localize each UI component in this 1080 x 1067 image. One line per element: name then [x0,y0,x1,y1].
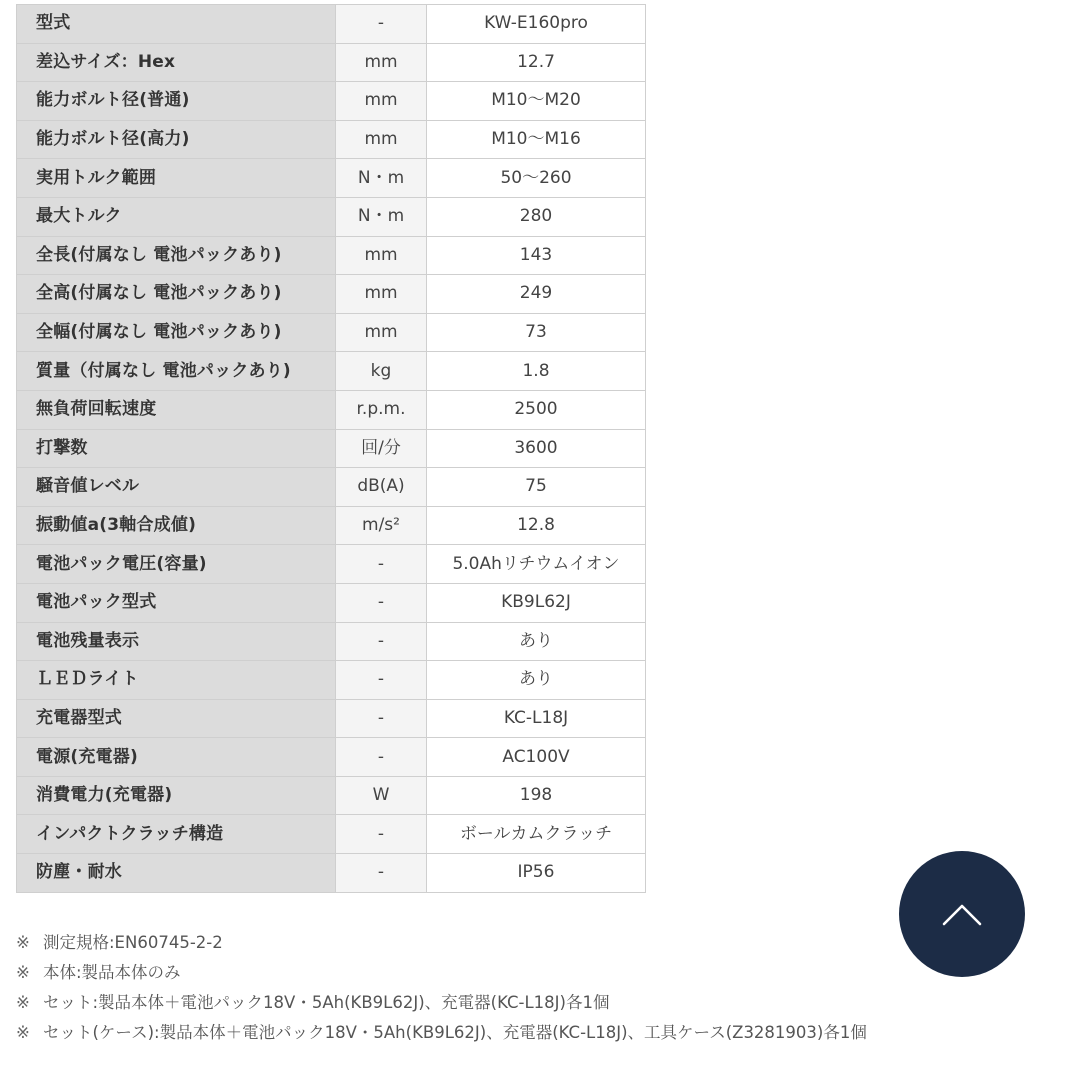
spec-row [17,583,646,622]
note-text: 本体:製品本体のみ [43,963,181,982]
spec-name-cell: 全幅(付属なし 電池パックあり) [17,313,336,352]
spec-unit-cell: dB(A) [336,468,427,507]
spec-row [17,622,646,661]
spec-value-cell: 75 [427,468,646,507]
spec-value-cell: 3600 [427,429,646,468]
spec-name-cell: ＬＥＤライト [17,661,336,700]
spec-value-cell: M10〜M16 [427,120,646,159]
note-text: 測定規格:EN60745-2-2 [43,933,223,952]
spec-row [17,776,646,815]
spec-name-cell: 防塵・耐水 [17,854,336,893]
spec-name-cell: 差込サイズ：Hex [17,43,336,82]
spec-row [17,5,646,44]
spec-name-cell: インパクトクラッチ構造 [17,815,336,854]
note-text: セット(ケース):製品本体＋電池パック18V・5Ah(KB9L62J)、充電器(KC-L18J)、工具ケース(Z3281903)各1個 [43,1023,867,1042]
spec-row [17,275,646,314]
spec-name-cell: 電源(充電器) [17,738,336,777]
spec-name-cell: 無負荷回転速度 [17,390,336,429]
spec-value-cell: 249 [427,275,646,314]
spec-row [17,390,646,429]
spec-table [16,4,646,893]
spec-name-cell: 能力ボルト径(普通) [17,82,336,121]
spec-value-cell: 1.8 [427,352,646,391]
spec-value-cell: あり [427,622,646,661]
spec-row [17,352,646,391]
spec-row [17,545,646,584]
spec-name-cell: 電池パック型式 [17,583,336,622]
spec-unit-cell: r.p.m. [336,390,427,429]
note-mark: ※ [16,933,30,952]
spec-row [17,468,646,507]
spec-value-cell: M10〜M20 [427,82,646,121]
spec-name-cell: 能力ボルト径(高力) [17,120,336,159]
spec-unit-cell: mm [336,313,427,352]
spec-unit-cell: W [336,776,427,815]
spec-name-cell: 実用トルク範囲 [17,159,336,198]
back-to-top-button[interactable] [899,851,1025,977]
spec-row [17,43,646,82]
note-mark: ※ [16,1023,30,1042]
spec-row [17,854,646,893]
note-item [16,1018,867,1048]
spec-name-cell: 打撃数 [17,429,336,468]
spec-unit-cell: - [336,699,427,738]
notes-list [16,928,867,1048]
spec-unit-cell: N・m [336,159,427,198]
spec-value-cell: 5.0Ahリチウムイオン [427,545,646,584]
spec-row [17,82,646,121]
spec-row [17,159,646,198]
spec-name-cell: 型式 [17,5,336,44]
spec-unit-cell: - [336,583,427,622]
spec-row [17,313,646,352]
spec-row [17,236,646,275]
note-mark: ※ [16,963,30,982]
spec-row [17,197,646,236]
spec-value-cell: AC100V [427,738,646,777]
spec-value-cell: IP56 [427,854,646,893]
spec-name-cell: 騒音値レベル [17,468,336,507]
spec-unit-cell: mm [336,236,427,275]
spec-unit-cell: mm [336,43,427,82]
spec-name-cell: 電池パック電圧(容量) [17,545,336,584]
spec-row [17,429,646,468]
spec-name-cell: 消費電力(充電器) [17,776,336,815]
spec-name-cell: 充電器型式 [17,699,336,738]
spec-unit-cell: N・m [336,197,427,236]
spec-value-cell: あり [427,661,646,700]
spec-value-cell: KB9L62J [427,583,646,622]
chevron-up-icon [899,851,1025,977]
spec-value-cell: ボールカムクラッチ [427,815,646,854]
spec-name-cell: 全高(付属なし 電池パックあり) [17,275,336,314]
spec-unit-cell: mm [336,275,427,314]
spec-unit-cell: - [336,854,427,893]
spec-row [17,815,646,854]
spec-row [17,120,646,159]
spec-name-cell: 最大トルク [17,197,336,236]
spec-name-cell: 電池残量表示 [17,622,336,661]
spec-unit-cell: - [336,738,427,777]
note-mark: ※ [16,993,30,1012]
spec-unit-cell: - [336,815,427,854]
spec-unit-cell: - [336,5,427,44]
spec-value-cell: 12.8 [427,506,646,545]
spec-name-cell: 質量（付属なし 電池パックあり) [17,352,336,391]
spec-value-cell: 73 [427,313,646,352]
spec-value-cell: 198 [427,776,646,815]
spec-row [17,738,646,777]
spec-value-cell: 12.7 [427,43,646,82]
spec-unit-cell: mm [336,82,427,121]
spec-value-cell: KC-L18J [427,699,646,738]
spec-table-body [17,5,646,893]
spec-value-cell: 50〜260 [427,159,646,198]
spec-unit-cell: 回/分 [336,429,427,468]
spec-value-cell: 280 [427,197,646,236]
spec-row [17,699,646,738]
spec-value-cell: 2500 [427,390,646,429]
spec-unit-cell: - [336,545,427,584]
spec-unit-cell: kg [336,352,427,391]
spec-row [17,506,646,545]
note-item [16,988,867,1018]
spec-value-cell: KW-E160pro [427,5,646,44]
spec-name-cell: 振動値a(3軸合成値) [17,506,336,545]
spec-unit-cell: mm [336,120,427,159]
note-item [16,958,867,988]
note-text: セット:製品本体＋電池パック18V・5Ah(KB9L62J)、充電器(KC-L18J)各1個 [43,993,610,1012]
note-item [16,928,867,958]
spec-value-cell: 143 [427,236,646,275]
spec-unit-cell: - [336,622,427,661]
spec-unit-cell: m/s² [336,506,427,545]
spec-unit-cell: - [336,661,427,700]
spec-name-cell: 全長(付属なし 電池パックあり) [17,236,336,275]
spec-row [17,661,646,700]
